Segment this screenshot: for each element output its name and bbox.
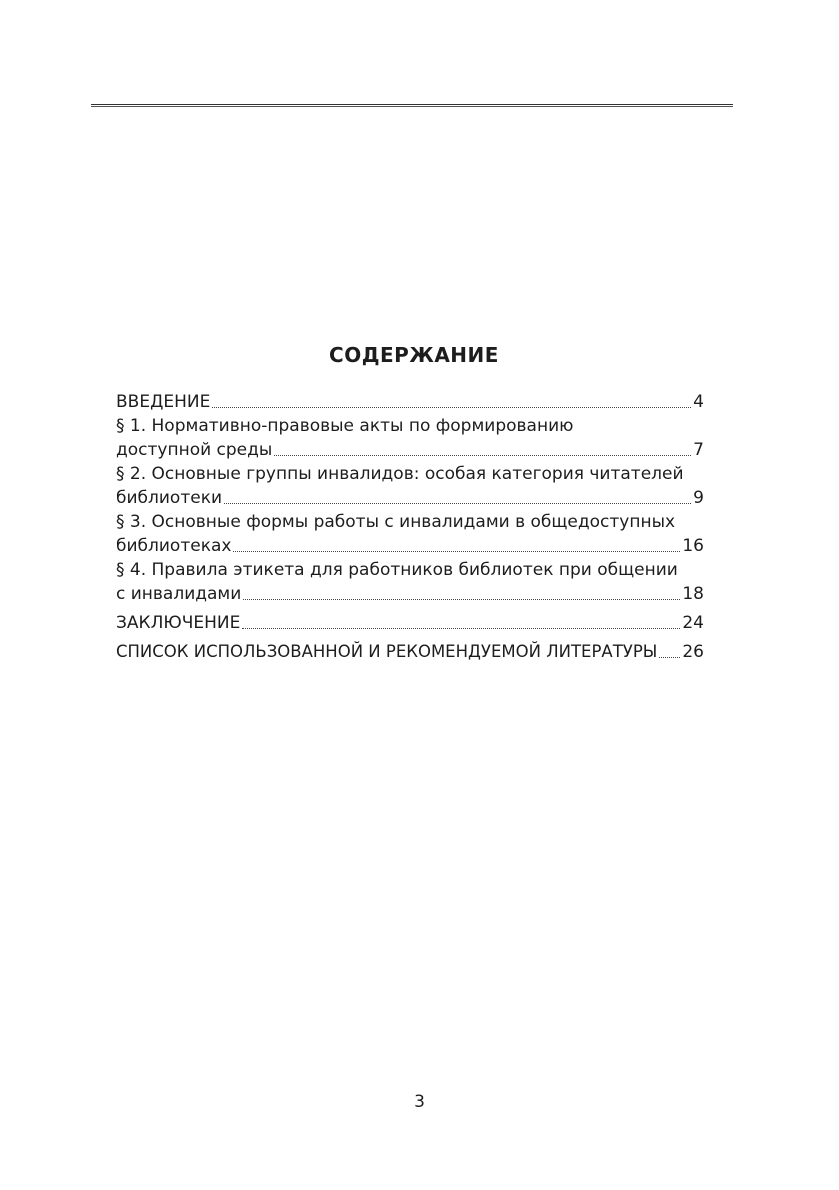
toc-entry-page: 16 — [682, 536, 704, 556]
toc-entry-page: 24 — [682, 613, 704, 633]
header-rule — [91, 104, 733, 107]
table-of-contents — [116, 340, 704, 664]
toc-entry-label: ЗАКЛЮЧЕНИЕ — [116, 613, 241, 633]
dot-leader — [224, 503, 691, 504]
toc-entry-page: 26 — [682, 642, 704, 662]
toc-entry-label-line-2: доступной среды — [116, 440, 273, 460]
toc-entry-section-3[interactable] — [116, 510, 704, 558]
toc-entry-section-4[interactable] — [116, 558, 704, 606]
toc-entry-label-line-1: § 2. Основные группы инвалидов: особая категория читателей — [116, 464, 684, 484]
dot-leader — [243, 599, 680, 600]
toc-entry-label-line-2: с инвалидами — [116, 584, 242, 604]
toc-entry-conclusion[interactable] — [116, 611, 704, 635]
dot-leader — [212, 407, 691, 408]
toc-entry-label-line-1: § 3. Основные формы работы с инвалидами в общедоступных — [116, 512, 676, 532]
toc-entry-page: 4 — [693, 392, 704, 412]
toc-entry-label: ВВЕДЕНИЕ — [116, 392, 211, 412]
dot-leader — [274, 455, 691, 456]
toc-entry-page: 7 — [693, 440, 704, 460]
toc-entry-label: СПИСОК ИСПОЛЬЗОВАННОЙ И РЕКОМЕНДУЕМОЙ ЛИТЕРАТУРЫ — [116, 642, 658, 661]
toc-entry-label-line-1: § 4. Правила этикета для работников библиотек при общении — [116, 560, 678, 580]
toc-entry-label-line-1: § 1. Нормативно-правовые акты по формированию — [116, 416, 574, 436]
toc-entry-page: 18 — [682, 584, 704, 604]
toc-entry-section-2[interactable] — [116, 462, 704, 510]
toc-entry-bibliography[interactable] — [116, 640, 704, 664]
dot-leader — [659, 657, 680, 658]
toc-entry-page: 9 — [693, 488, 704, 508]
toc-title: СОДЕРЖАНИЕ — [329, 343, 499, 367]
toc-entry-section-1[interactable] — [116, 414, 704, 462]
dot-leader — [242, 628, 680, 629]
page-number: 3 — [414, 1092, 425, 1112]
toc-entry-label-line-2: библиотеки — [116, 488, 223, 508]
dot-leader — [233, 551, 680, 552]
toc-entry-label-line-2: библиотеках — [116, 536, 232, 556]
toc-entry-introduction[interactable] — [116, 390, 704, 414]
